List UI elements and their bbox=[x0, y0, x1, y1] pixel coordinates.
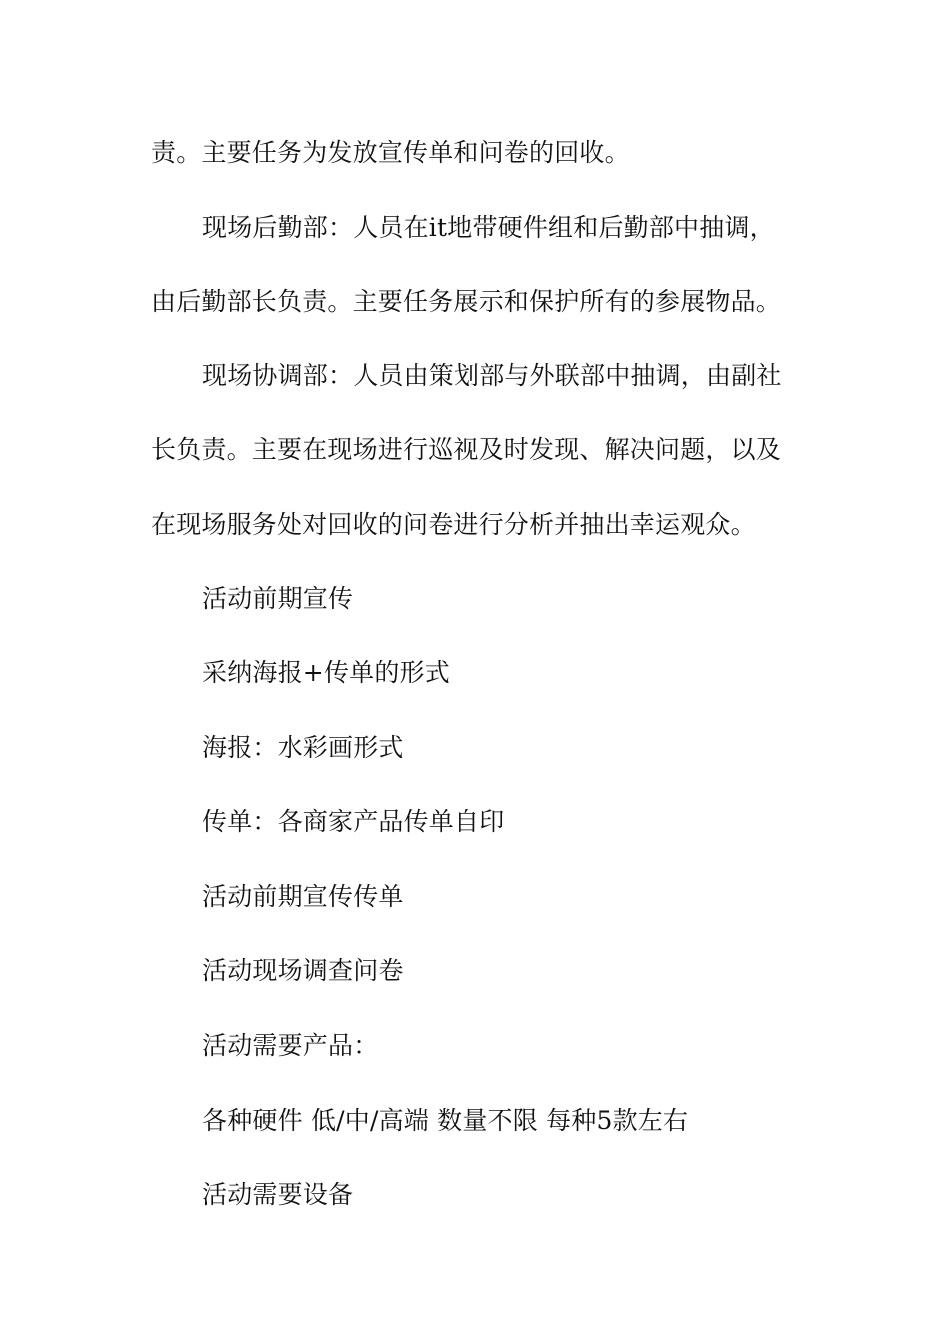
paragraph-line: 在现场服务处对回收的问卷进行分析并抽出幸运观众。 bbox=[151, 510, 756, 539]
section-heading: 活动需要设备 bbox=[202, 1180, 354, 1209]
section-heading: 活动需要产品： bbox=[202, 1031, 379, 1060]
section-heading: 活动前期宣传 bbox=[202, 584, 354, 613]
paragraph-line: 活动前期宣传传单 bbox=[202, 882, 404, 911]
paragraph-line: 海报：水彩画形式 bbox=[202, 733, 404, 762]
paragraph-line: 活动现场调查问卷 bbox=[202, 956, 404, 985]
paragraph-line: 现场后勤部：人员在it地带硬件组和后勤部中抽调， bbox=[202, 213, 775, 242]
paragraph-line: 由后勤部长负责。主要任务展示和保护所有的参展物品。 bbox=[151, 287, 782, 316]
paragraph-line: 采纳海报+传单的形式 bbox=[202, 658, 450, 687]
paragraph-line: 现场协调部：人员由策划部与外联部中抽调，由副社 bbox=[202, 361, 782, 390]
paragraph-line: 传单：各商家产品传单自印 bbox=[202, 807, 505, 836]
paragraph-line: 长负责。主要在现场进行巡视及时发现、解决问题，以及 bbox=[151, 435, 782, 464]
paragraph-line: 各种硬件 低/中/高端 数量不限 每种5款左右 bbox=[202, 1106, 689, 1135]
paragraph-line: 责。主要任务为发放宣传单和问卷的回收。 bbox=[151, 138, 630, 167]
